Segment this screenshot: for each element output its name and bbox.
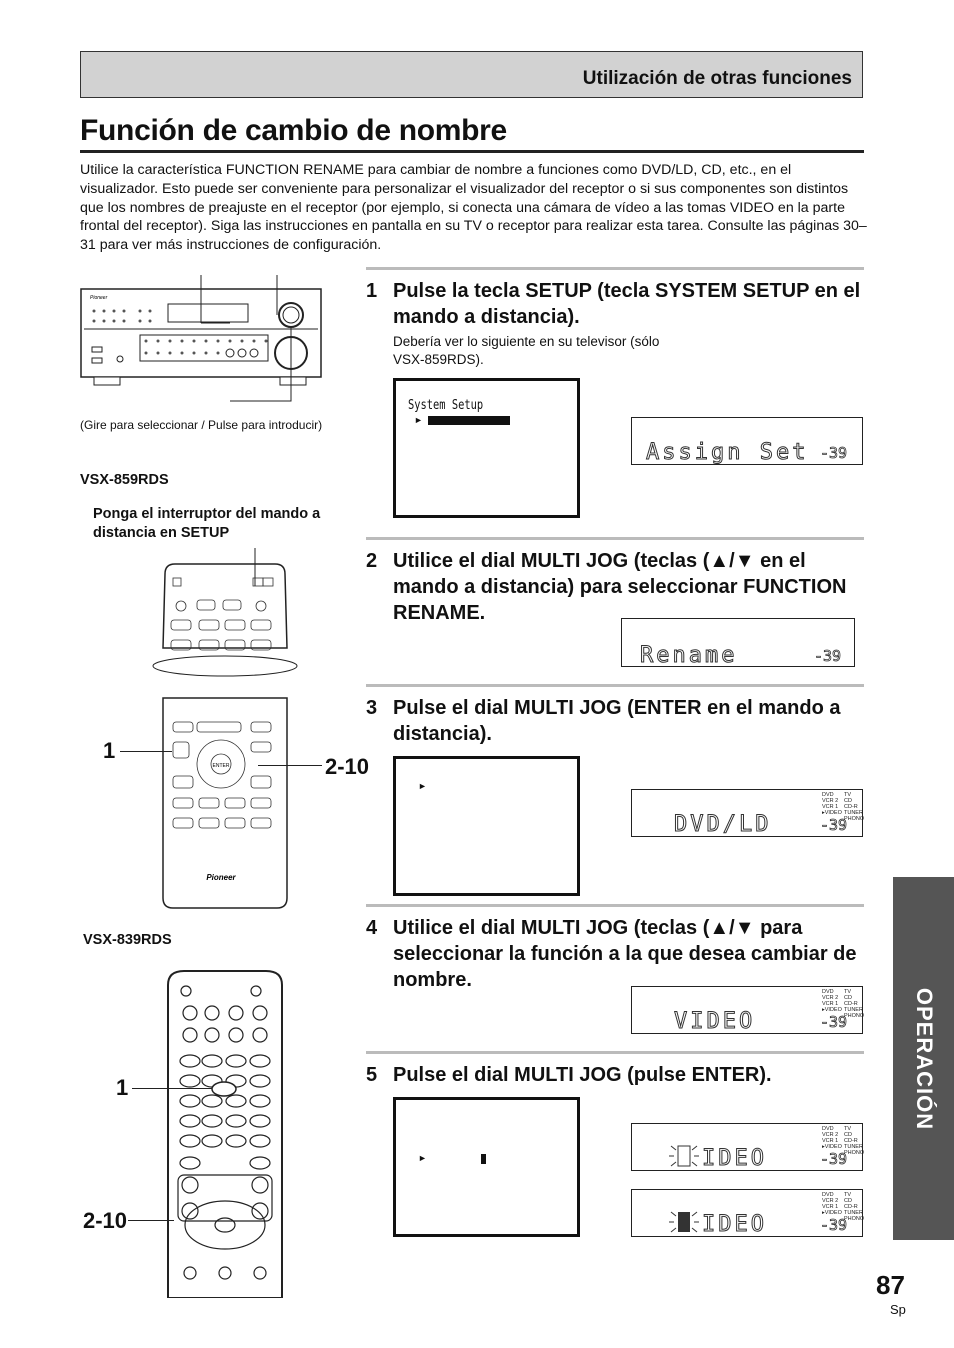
receiver-illustration [80,275,370,425]
page-number: 87 [876,1270,905,1300]
lcd-dvd-text: DVD/LD [674,812,772,837]
tv-arrow: ► [418,1153,427,1163]
tv-screen-step3 [393,756,580,896]
callout-2-10-lower: 2-10 [83,1208,128,1233]
remote-839-illustration [160,965,290,1298]
step4-number: 4 [366,917,378,939]
intro-paragraph: Utilice la característica FUNCTION RENAME para cambiar de nombre a funciones como DVD/LD, CD, etc., en el visualizador. Esto puede ser conveniente para personalizar el visualizador del receptor o si sus componentes son distintos que los nombres de preajuste en el receptor (por ejemplo, si conecta una cámara de vídeo a las tomas VIDEO en la parte frontal del receptor). Siga las instrucciones en pantalla en su TV o receptor para realizar esta tarea. Consulte las páginas 30–31 para ver más instrucciones de configuración. [80,162,867,254]
lcd-rename-edit-1 [631,1123,863,1171]
lcd-video [631,986,863,1034]
lcd-db-value: -39 [820,1013,848,1031]
svg-text:Pioneer: Pioneer [90,295,108,301]
model-839-label: VSX-839RDS [83,932,172,948]
section-header [80,51,863,98]
tv-title: System Setup [408,398,484,413]
step5-text: Pulse el dial MULTI JOG (pulse ENTER). [393,1064,772,1086]
lcd-function-list-a: DVD VCR 2 VCR 1 ▸VIDEO [822,1126,842,1150]
lcd-db-value: -39 [814,647,842,665]
page-title: Función de cambio de nombre [80,114,507,147]
step5-number: 5 [366,1064,378,1086]
callout-line-2-10-upper [258,765,322,766]
step4-text: Utilice el dial MULTI JOG (teclas (▲/▼ para seleccionar la función a la que desea cambiar de nombre. [393,917,857,991]
step1-text: Pulse la tecla SETUP (tecla SYSTEM SETUP en el mando a distancia). [393,280,861,328]
tv-arrow: ► [414,415,423,425]
step2-text: Utilice el dial MULTI JOG (teclas (▲/▼ en el mando a distancia) para seleccionar FUNCTION RENAME. [393,550,847,624]
lcd-dvd-ld [631,789,863,837]
callout-2-10-upper: 2-10 [325,754,370,779]
blink-block-icon [668,1208,700,1236]
step1-rule [366,267,864,270]
step2-number: 2 [366,550,378,572]
step3-text: Pulse el dial MULTI JOG (ENTER en el mando a distancia). [393,697,841,745]
lcd-db-value: -39 [820,816,848,834]
lcd-function-list-b: TV CD CD-R TUNER PHONO [844,1192,865,1222]
lcd-rename-edit-2 [631,1189,863,1237]
side-tab [893,877,954,1240]
lcd-rename-text: Rename [640,643,738,668]
lcd-video-text: VIDEO [674,1009,756,1034]
side-tab-label: OPERACIÓN [911,987,937,1130]
knob-caption: (Gire para seleccionar / Pulse para introducir) [80,418,323,432]
callout-line-2-10-lower [128,1220,174,1221]
tv-arrow: ► [418,781,427,791]
remote-brand-text: Pioneer [206,873,236,882]
step2-rule [366,537,864,540]
callout-1-upper: 1 [103,738,116,763]
model-859-label: VSX-859RDS [80,472,169,488]
callout-line-1-upper [120,751,172,752]
callout-1-lower: 1 [116,1075,129,1100]
page-language: Sp [890,1302,906,1317]
tv-highlight-bar [428,416,510,425]
lcd-db-value: -39 [820,444,848,462]
lcd-function-list-b: TV CD CD-R TUNER PHONO [844,1126,865,1156]
tv-screen-system-setup [393,378,580,518]
step3-rule [366,684,864,687]
svg-text:ENTER: ENTER [212,763,230,769]
lcd-rename [621,618,855,667]
lcd-function-list-b: TV CD CD-R TUNER PHONO [844,989,865,1019]
lcd-db-value: -39 [820,1216,848,1234]
step5-rule [366,1051,864,1054]
lcd-ideo-text: IDEO [702,1146,767,1171]
lcd-function-list-a: DVD VCR 2 VCR 1 ▸VIDEO [822,1192,842,1216]
step1-note: Debería ver lo siguiente en su televisor (sólo VSX-859RDS). [393,334,660,367]
lcd-ideo-text: IDEO [702,1212,767,1237]
lcd-db-value: -39 [820,1150,848,1168]
lcd-function-list-a: DVD VCR 2 VCR 1 ▸VIDEO [822,989,842,1013]
remote-859-illustration [145,548,305,928]
tv-screen-step5 [393,1097,580,1237]
title-rule [80,150,864,153]
lcd-function-list-a: DVD VCR 2 VCR 1 ▸VIDEO [822,792,842,816]
lcd-function-list-b: TV CD CD-R TUNER PHONO [844,792,865,822]
tv-cursor [481,1154,486,1164]
step4-rule [366,904,864,907]
step3-number: 3 [366,697,378,719]
callout-line-1-lower [132,1088,212,1089]
section-title: Utilización de otras funciones [582,68,852,89]
step1-number: 1 [366,280,378,302]
blink-rays-icon [668,1142,700,1170]
remote-switch-label: Ponga el interruptor del mando a distancia en SETUP [93,506,321,541]
lcd-assign-text: Assign Set [646,440,809,465]
lcd-assign-set [631,417,863,465]
